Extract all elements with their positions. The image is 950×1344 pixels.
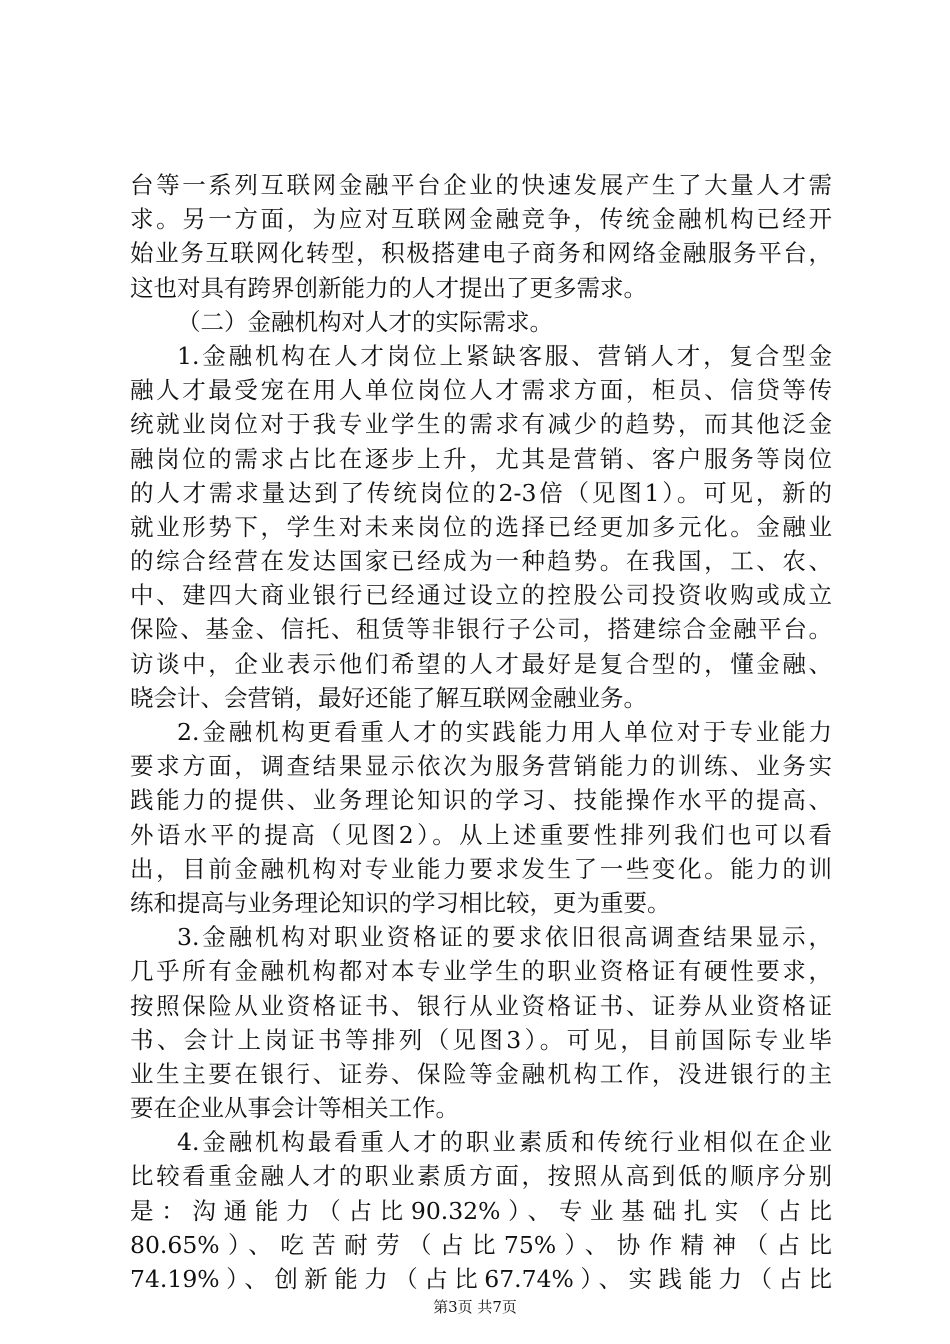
text-line: 3.金融机构对职业资格证的要求依旧很高调查结果显示， bbox=[177, 923, 832, 952]
text-line: 80.65%）、吃苦耐劳（占比75%）、协作精神（占比 bbox=[130, 1230, 832, 1259]
text-line: 要在企业从事会计等相关工作。 bbox=[130, 1094, 459, 1123]
text-line: 求。另一方面，为应对互联网金融竞争，传统金融机构已经开 bbox=[130, 205, 832, 234]
text-line: 2.金融机构更看重人才的实践能力用人单位对于专业能力 bbox=[177, 718, 832, 746]
text-line: 出，目前金融机构对专业能力要求发生了一些变化。能力的训 bbox=[130, 854, 832, 883]
text-line: 就业形势下，学生对未来岗位的选择已经更加多元化。金融业 bbox=[130, 512, 832, 541]
text-line: 融岗位的需求占比在逐步上升，尤其是营销、客户服务等岗位 bbox=[130, 444, 832, 473]
text-line: 按照保险从业资格证书、银行从业资格证书、证券从业资格证 bbox=[130, 991, 832, 1020]
text-line: 的综合经营在发达国家已经成为一种趋势。在我国，工、农、 bbox=[130, 547, 832, 576]
text-line: 是：沟通能力（占比90.32%）、专业基础扎实（占比 bbox=[130, 1196, 832, 1225]
text-line: 融人才最受宠在用人单位岗位人才需求方面，柜员、信贷等传 bbox=[130, 376, 832, 405]
body-text bbox=[130, 168, 832, 1296]
text-line: 74.19%）、创新能力（占比67.74%）、实践能力（占比 bbox=[130, 1265, 832, 1293]
page-number: 第3页 共7页 bbox=[433, 1298, 517, 1316]
text-line: 台等一系列互联网金融平台企业的快速发展产生了大量人才需 bbox=[130, 171, 832, 199]
text-line: 4.金融机构最看重人才的职业素质和传统行业相似在企业 bbox=[177, 1128, 832, 1157]
text-line: 统就业岗位对于我专业学生的需求有减少的趋势，而其他泛金 bbox=[130, 410, 832, 439]
text-line: 书、会计上岗证书等排列（见图3）。可见，目前国际专业毕 bbox=[130, 1025, 832, 1054]
text-line: 练和提高与业务理论知识的学习相比较，更为重要。 bbox=[130, 888, 671, 917]
text-line: 始业务互联网化转型，积极搭建电子商务和网络金融服务平台， bbox=[130, 239, 832, 268]
text-line: 要求方面，调查结果显示依次为服务营销能力的训练、业务实 bbox=[130, 752, 832, 781]
text-line: 中、建四大商业银行已经通过设立的控股公司投资收购或成立 bbox=[130, 581, 832, 610]
page-footer bbox=[0, 1297, 950, 1317]
text-line: 访谈中，企业表示他们希望的人才最好是复合型的，懂金融、 bbox=[130, 649, 832, 678]
text-line: 外语水平的提高（见图2）。从上述重要性排列我们也可以看 bbox=[130, 820, 832, 849]
text-line: 业生主要在银行、证券、保险等金融机构工作，没进银行的主 bbox=[130, 1059, 832, 1088]
text-line: 晓会计、会营销，最好还能了解互联网金融业务。 bbox=[130, 683, 647, 712]
section-heading: （二）金融机构对人才的实际需求。 bbox=[177, 307, 553, 336]
text-line: 比较看重金融人才的职业素质方面，按照从高到低的顺序分别 bbox=[130, 1162, 832, 1191]
text-line: 的人才需求量达到了传统岗位的2-3倍（见图1）。可见，新的 bbox=[130, 478, 832, 507]
text-line: 践能力的提供、业务理论知识的学习、技能操作水平的提高、 bbox=[130, 786, 832, 815]
text-line: 1.金融机构在人才岗位上紧缺客服、营销人才，复合型金 bbox=[177, 341, 832, 370]
text-line: 保险、基金、信托、租赁等非银行子公司，搭建综合金融平台。 bbox=[130, 615, 832, 644]
text-line: 这也对具有跨界创新能力的人才提出了更多需求。 bbox=[130, 273, 647, 302]
text-line: 几乎所有金融机构都对本专业学生的职业资格证有硬性要求， bbox=[130, 957, 832, 986]
